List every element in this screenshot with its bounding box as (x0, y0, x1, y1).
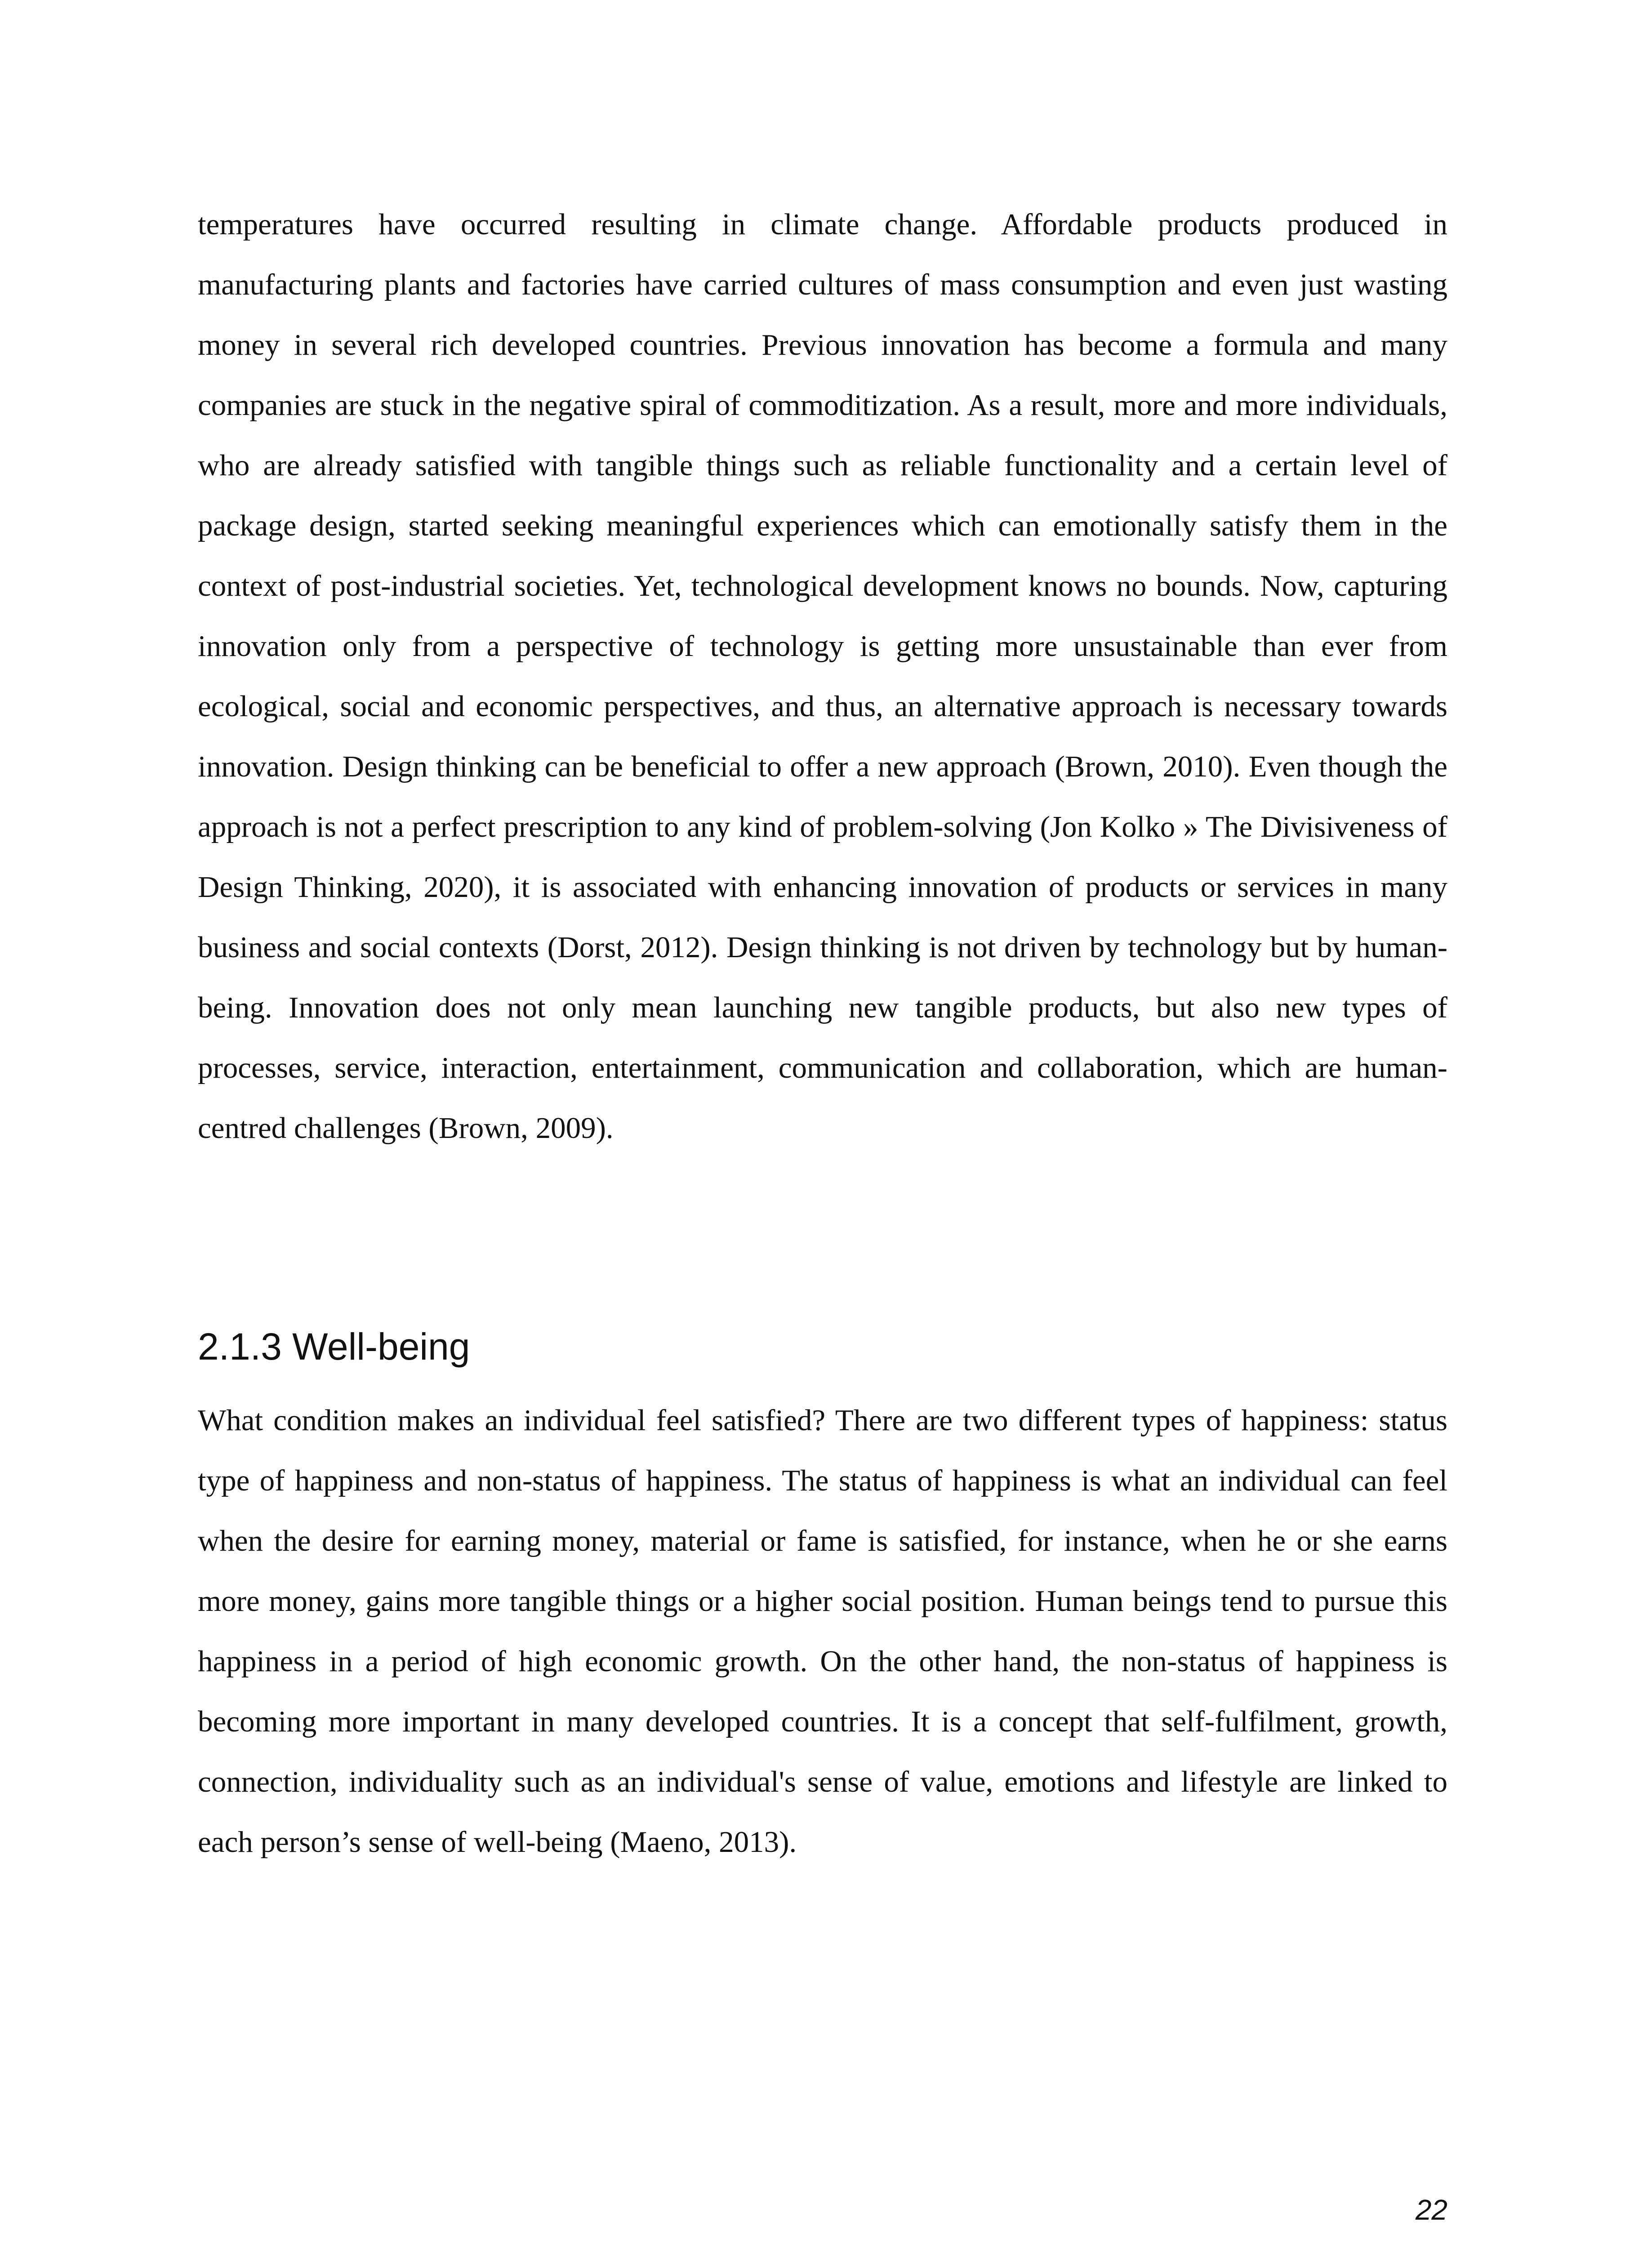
section-heading: 2.1.3 Well-being (198, 1325, 470, 1368)
page-number: 22 (1415, 2194, 1447, 2226)
body-paragraph: temperatures have occurred resulting in climate change. Affordable products produced in manufacturing plants and factories have carried cultures of mass consumption and even just wasting money in several rich developed countries. Previous innovation has become a formula and many companies are stuck in the negative spiral of commoditization. As a result, more and more individuals, who are already satisfied with tangible things such as reliable functionality and a certain level of package design, started seeking meaningful experiences which can emotionally satisfy them in the context of post-industrial societies. Yet, technological development knows no bounds. Now, capturing innovation only from a perspective of technology is getting more unsustainable than ever from ecological, social and economic perspectives, and thus, an alternative approach is necessary towards innovation. Design thinking can be beneficial to offer a new approach (Brown, 2010). Even though the approach is not a perfect prescription to any kind of problem-solving (Jon Kolko » The Divisiveness of Design Thinking, 2020), it is associated with enhancing innovation of products or services in many business and social contexts (Dorst, 2012). Design thinking is not driven by technology but by human-being. Innovation does not only mean launching new tangible products, but also new types of processes, service, interaction, entertainment, communication and collaboration, which are human-centred challenges (Brown, 2009). (198, 208, 1447, 1145)
body-paragraph: What condition makes an individual feel satisfied? There are two different types of happiness: status type of happiness and non-status of happiness. The status of happiness is what an individual can feel when the desire for earning money, material or fame is satisfied, for instance, when he or she earns more money, gains more tangible things or a higher social position. Human beings tend to pursue this happiness in a period of high economic growth. On the other hand, the non-status of happiness is becoming more important in many developed countries. It is a concept that self-fulfilment, growth, connection, individuality such as an individual's sense of value, emotions and lifestyle are linked to each person’s sense of well-being (Maeno, 2013). (198, 1404, 1447, 1859)
